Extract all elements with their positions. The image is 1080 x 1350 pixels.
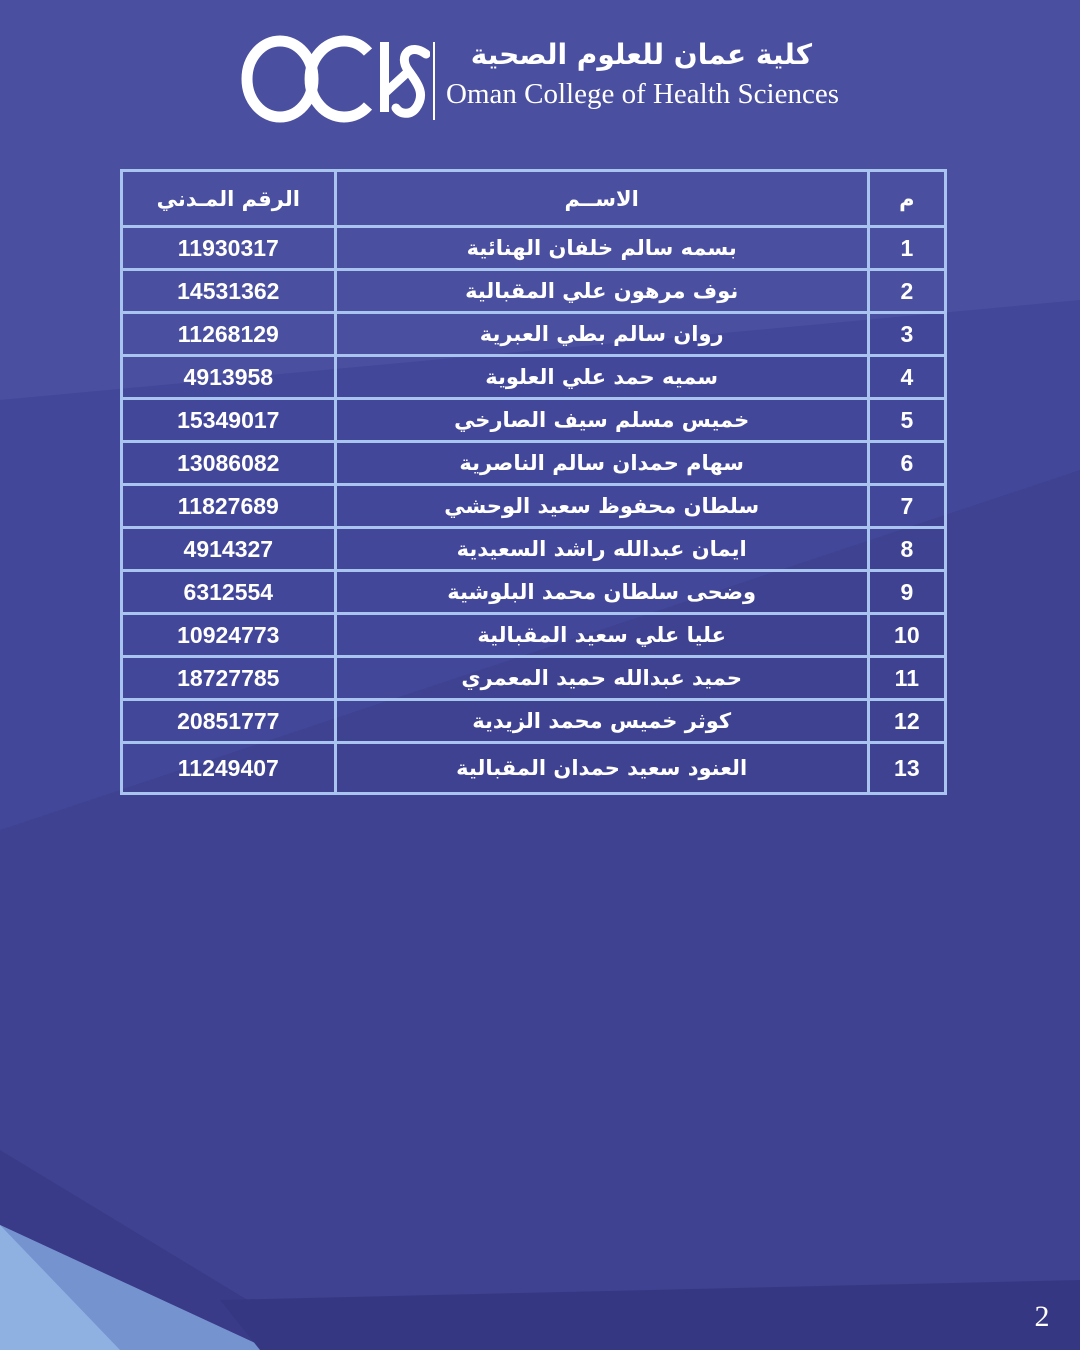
row-name: وضحى سلطان محمد البلوشية (335, 571, 868, 614)
row-civil-id: 20851777 (122, 700, 336, 743)
logo-divider (433, 42, 435, 120)
row-number: 3 (868, 313, 945, 356)
row-number: 4 (868, 356, 945, 399)
page-number: 2 (1034, 1300, 1050, 1333)
row-name: خميس مسلم سيف الصارخي (335, 399, 868, 442)
row-name: بسمه سالم خلفان الهنائية (335, 227, 868, 270)
table-row (122, 743, 946, 794)
row-number: 1 (868, 227, 945, 270)
row-name: سلطان محفوظ سعيد الوحشي (335, 485, 868, 528)
table-row (122, 528, 946, 571)
table-row (122, 227, 946, 270)
row-number: 9 (868, 571, 945, 614)
student-table-container (120, 169, 947, 795)
row-civil-id: 6312554 (122, 571, 336, 614)
row-name: نوف مرهون علي المقبالية (335, 270, 868, 313)
college-name-arabic: كلية عمان للعلوم الصحية (470, 38, 812, 71)
row-civil-id: 15349017 (122, 399, 336, 442)
row-number: 11 (868, 657, 945, 700)
header-civil-id: الرقم المـدني (122, 171, 336, 227)
row-civil-id: 13086082 (122, 442, 336, 485)
table-row (122, 485, 946, 528)
row-name: حميد عبدالله حميد المعمري (335, 657, 868, 700)
row-number: 7 (868, 485, 945, 528)
row-name: روان سالم بطي العبرية (335, 313, 868, 356)
row-civil-id: 10924773 (122, 614, 336, 657)
row-name: سميه حمد علي العلوية (335, 356, 868, 399)
header-name: الاســم (335, 171, 868, 227)
table-row (122, 657, 946, 700)
table-row (122, 313, 946, 356)
student-table (120, 169, 947, 795)
table-row (122, 571, 946, 614)
row-civil-id: 11827689 (122, 485, 336, 528)
table-row (122, 700, 946, 743)
row-number: 12 (868, 700, 945, 743)
table-row (122, 442, 946, 485)
row-name: سهام حمدان سالم الناصرية (335, 442, 868, 485)
row-name: العنود سعيد حمدان المقبالية (335, 743, 868, 794)
table-row (122, 270, 946, 313)
college-name-english: Oman College of Health Sciences (446, 78, 839, 110)
row-civil-id: 11249407 (122, 743, 336, 794)
row-number: 5 (868, 399, 945, 442)
row-civil-id: 4914327 (122, 528, 336, 571)
table-row (122, 399, 946, 442)
row-civil-id: 11268129 (122, 313, 336, 356)
row-civil-id: 14531362 (122, 270, 336, 313)
table-row (122, 614, 946, 657)
row-civil-id: 18727785 (122, 657, 336, 700)
row-civil-id: 11930317 (122, 227, 336, 270)
row-number: 10 (868, 614, 945, 657)
row-number: 2 (868, 270, 945, 313)
row-number: 8 (868, 528, 945, 571)
row-name: ايمان عبدالله راشد السعيدية (335, 528, 868, 571)
row-number: 13 (868, 743, 945, 794)
row-civil-id: 4913958 (122, 356, 336, 399)
row-number: 6 (868, 442, 945, 485)
college-logo (240, 34, 839, 134)
ochs-monogram-icon (240, 34, 430, 124)
table-row (122, 356, 946, 399)
table-header-row (122, 171, 946, 227)
row-name: عليا علي سعيد المقبالية (335, 614, 868, 657)
header-number: م (868, 171, 945, 227)
row-name: كوثر خميس محمد الزيدية (335, 700, 868, 743)
